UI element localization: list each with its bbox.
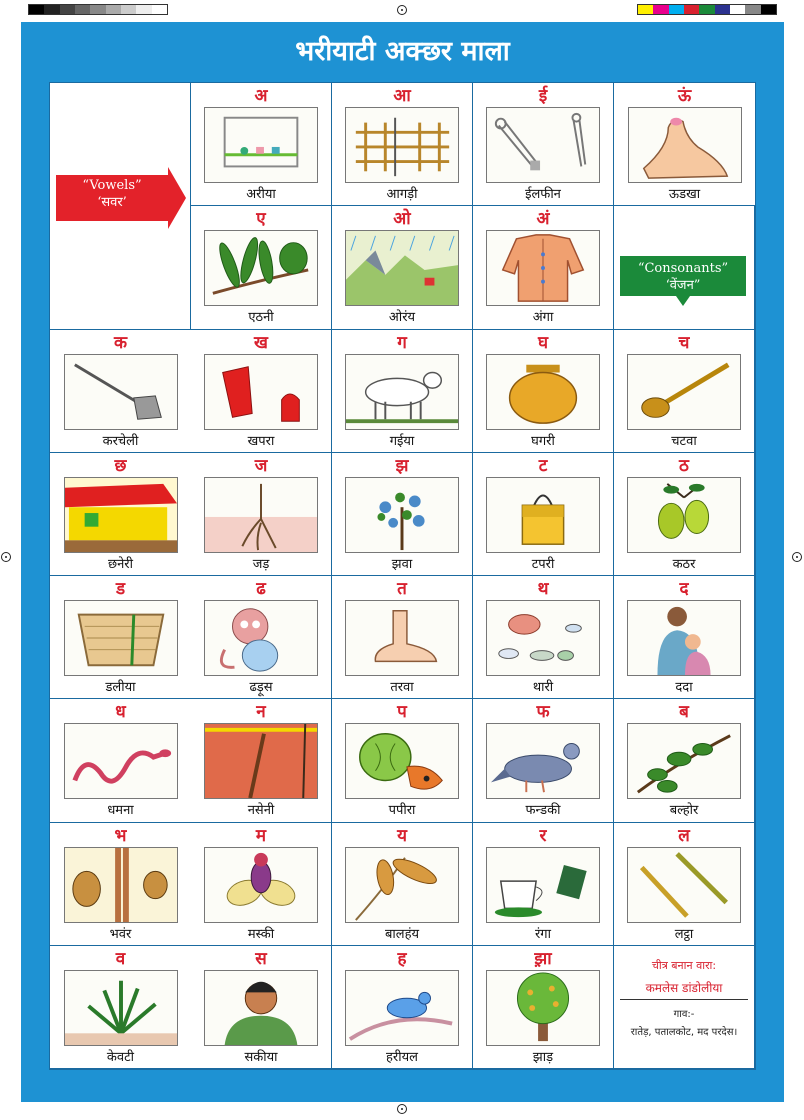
letter-cell (50, 699, 191, 822)
consonants-banner (620, 256, 746, 310)
sticks-icon (627, 847, 741, 923)
letter-cell (50, 453, 191, 576)
letter-glyph: ज (254, 455, 268, 476)
root-icon (204, 477, 318, 553)
letter-glyph: ओ (393, 209, 411, 230)
letter-glyph: ह (397, 948, 407, 969)
snake-icon (64, 723, 178, 799)
family-icon (627, 600, 741, 676)
letter-glyph: छ (114, 455, 127, 476)
example-word: आगड़ी (386, 187, 418, 202)
shirt-icon (486, 230, 600, 306)
example-word: मस्की (247, 926, 275, 942)
print-crop-marks (0, 1102, 804, 1120)
rain-icon (345, 230, 459, 306)
letter-glyph: स (255, 948, 267, 969)
tile-icon (204, 354, 318, 430)
example-word: सकीया (244, 1049, 278, 1065)
letter-cell (191, 206, 332, 329)
bag-icon (486, 477, 600, 553)
agave-icon (64, 970, 178, 1046)
letter-cell (332, 823, 473, 946)
letter-cell (332, 453, 473, 576)
example-word: एठनी (248, 310, 274, 326)
letter-cell (473, 576, 614, 699)
letter-cell (614, 453, 755, 576)
example-word: कठर (672, 556, 696, 572)
vowels-label-cell (50, 83, 191, 330)
letter-glyph: न (256, 702, 266, 723)
vowels-label-english: “Vowels” (82, 178, 142, 193)
example-word: झवा (391, 556, 413, 572)
consonants-label-english: “Consonants” (637, 261, 729, 277)
letter-glyph: ढ (256, 579, 266, 599)
example-word: भवंर (109, 926, 132, 942)
letter-glyph: ध (115, 702, 126, 723)
example-word: फन्डकी (525, 803, 561, 819)
fruit-icon (627, 477, 741, 553)
registration-mark-icon (397, 1104, 407, 1114)
wheat-icon (345, 847, 459, 923)
plates-icon (486, 600, 600, 676)
grayscale-calibration-strip (28, 4, 168, 15)
example-word: हरीयल (386, 1049, 418, 1065)
letter-glyph: ग (397, 332, 407, 353)
letter-cell (473, 823, 614, 946)
bean-plant-icon (627, 723, 741, 799)
letter-cell (191, 83, 332, 206)
letter-cell (614, 576, 755, 699)
letter-glyph: फ (536, 702, 550, 723)
example-word: नसेनी (247, 803, 275, 819)
letter-glyph: म (255, 825, 267, 846)
vowels-arrow-banner (56, 167, 186, 229)
example-word: खपरा (247, 433, 275, 449)
letter-cell (473, 206, 614, 329)
consonants-label-hindi: ‘वेंजन” (665, 278, 701, 294)
letter-cell (191, 453, 332, 576)
fly-icon (204, 847, 318, 923)
example-word: बल्होर (669, 803, 699, 819)
cow-icon (345, 354, 459, 430)
letter-cell (50, 330, 191, 453)
example-word: रंगा (534, 926, 551, 942)
example-word: धमना (107, 803, 134, 819)
safety-pin-icon (486, 107, 600, 183)
example-word: झाड़ (532, 1049, 554, 1065)
letter-glyph: र (539, 825, 547, 846)
example-word: ढड़ूस (249, 680, 273, 695)
letter-cell (332, 699, 473, 822)
tea-cup-icon (486, 847, 600, 923)
example-word: पपीरा (388, 803, 416, 819)
bird-icon (345, 970, 459, 1046)
letter-glyph: ब (679, 702, 689, 723)
letter-glyph: ख (254, 332, 268, 353)
letter-cell (50, 576, 191, 699)
ladder-icon (204, 723, 318, 799)
example-word: करचेली (102, 433, 139, 449)
papaya-icon (345, 723, 459, 799)
letter-cell (332, 83, 473, 206)
letter-cell (50, 823, 191, 946)
letter-glyph: झ (395, 455, 409, 476)
letter-cell (473, 330, 614, 453)
pigeon-icon (486, 723, 600, 799)
artist-address: रातेड़, पतालकोट, मद परदेस। (630, 1026, 738, 1038)
letter-glyph: आ (393, 86, 411, 106)
letter-cell (191, 576, 332, 699)
example-word: ददा (675, 680, 693, 695)
letter-glyph: द (679, 579, 689, 599)
letter-cell (614, 83, 755, 206)
letter-glyph: थ (537, 579, 549, 599)
tree-icon (486, 970, 600, 1046)
fence-icon (345, 107, 459, 183)
shovel-icon (64, 354, 178, 430)
letter-glyph: अं (536, 209, 550, 230)
letter-cell (473, 83, 614, 206)
registration-mark-icon (1, 552, 11, 562)
shelf-icon (204, 107, 318, 183)
example-word: थारी (532, 680, 554, 695)
credit-heading: चीत्र बनान वारा: (651, 958, 717, 972)
letter-cell (614, 823, 755, 946)
letter-cell (332, 206, 473, 329)
letter-cell (191, 330, 332, 453)
letter-glyph: ऊं (677, 86, 692, 106)
hut-icon (64, 477, 178, 553)
example-word: अरीया (246, 187, 276, 202)
example-word: डलीया (105, 680, 136, 695)
letter-cell (473, 453, 614, 576)
example-word: ऊडखा (668, 187, 701, 202)
color-calibration-strip (637, 4, 777, 15)
letter-cell (614, 330, 755, 453)
example-word: ओरंय (388, 310, 416, 326)
bush-icon (345, 477, 459, 553)
letter-glyph: ठ (679, 455, 689, 476)
letter-glyph: त (397, 579, 407, 599)
example-word: ईलफीन (525, 187, 561, 202)
artist-name: कमलेस डांडोलीया (620, 979, 748, 1000)
example-word: गईया (389, 433, 415, 449)
letter-cell (614, 699, 755, 822)
alphabet-grid (49, 82, 756, 1070)
example-word: जड़ (252, 556, 270, 572)
vowels-label-hindi: ‘सवर’ (97, 195, 127, 210)
example-word: केवटी (106, 1049, 135, 1065)
letter-glyph: क (113, 332, 128, 353)
letter-cell (332, 946, 473, 1069)
letter-cell (473, 699, 614, 822)
letter-glyph: अ (254, 86, 268, 106)
letter-cell (332, 330, 473, 453)
letter-glyph: व (115, 948, 126, 969)
leaves-icon (204, 230, 318, 306)
example-word: तरवा (390, 680, 414, 695)
example-word: अंगा (532, 310, 554, 326)
artist-credit-cell (614, 946, 755, 1069)
page-title: भरीयाटी अक्छर माला (295, 36, 510, 67)
letter-glyph: प (397, 702, 407, 723)
letter-cell (191, 699, 332, 822)
letter-glyph: ए (256, 209, 266, 230)
consonants-label-cell (614, 206, 755, 329)
letter-cell (473, 946, 614, 1069)
alphabet-chart-board (21, 22, 784, 1102)
letter-glyph: च (678, 332, 690, 353)
letter-glyph: ल (678, 825, 690, 846)
letter-cell (191, 823, 332, 946)
registration-mark-icon (792, 552, 802, 562)
boy-icon (204, 970, 318, 1046)
letter-glyph: ट (538, 455, 548, 476)
letter-cell (50, 946, 191, 1069)
letter-cell (191, 946, 332, 1069)
letter-glyph: झ़ा (534, 948, 552, 969)
beehive-icon (64, 847, 178, 923)
letter-glyph: ई (538, 86, 548, 106)
example-word: टपरी (531, 556, 555, 572)
letter-cell (332, 576, 473, 699)
letter-glyph: घ (537, 332, 549, 353)
basket-icon (64, 600, 178, 676)
thumb-icon (628, 107, 742, 183)
letter-glyph: ड (115, 579, 126, 599)
monkey-icon (204, 600, 318, 676)
village-label: गाव:- (673, 1008, 695, 1020)
example-word: बालहंय (384, 926, 420, 942)
example-word: चटवा (671, 433, 697, 449)
example-word: लट्ठा (674, 926, 694, 942)
example-word: घगरी (531, 433, 555, 449)
letter-glyph: भ (114, 825, 127, 846)
letter-glyph: य (397, 825, 407, 846)
pot-icon (486, 354, 600, 430)
registration-mark-icon (397, 5, 407, 15)
example-word: छनेरी (107, 556, 133, 572)
print-crop-marks (0, 0, 804, 22)
foot-icon (345, 600, 459, 676)
ladle-icon (627, 354, 741, 430)
